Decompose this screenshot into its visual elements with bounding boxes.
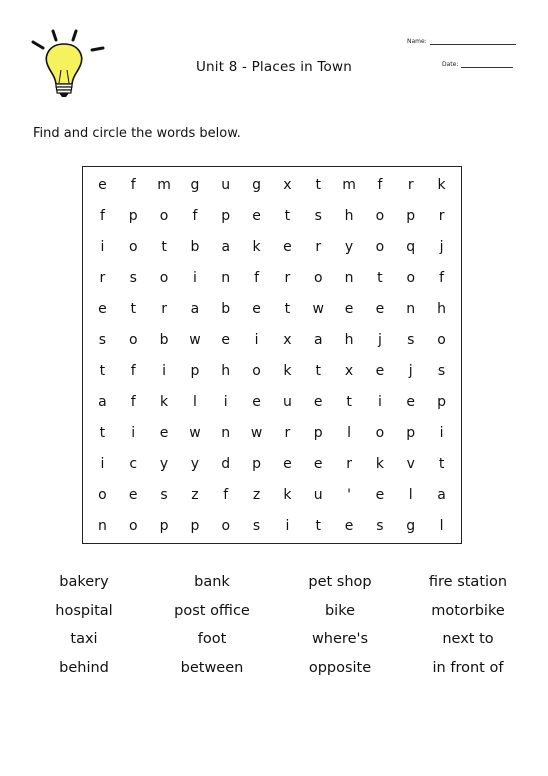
grid-cell: s (252, 517, 261, 534)
grid-cell: i (285, 517, 290, 534)
grid-cell: h (437, 300, 447, 317)
word-list (20, 569, 532, 683)
grid-cell: r (99, 269, 106, 286)
grid-cell: p (313, 424, 323, 441)
grid-cell: r (315, 238, 322, 255)
grid-cell: m (342, 176, 356, 193)
grid-cell: y (344, 238, 354, 255)
grid-cell: i (377, 393, 382, 410)
word-list-item: where's (311, 631, 369, 647)
grid-cell: e (283, 238, 292, 255)
word-list-item: bakery (59, 574, 109, 590)
grid-cell: k (252, 238, 261, 255)
grid-cell: x (283, 331, 292, 348)
grid-cell: s (437, 362, 446, 379)
word-list-item: post office (174, 602, 250, 619)
grid-cell: w (250, 424, 263, 441)
grid-cell: k (437, 176, 446, 193)
word-list-item: taxi (70, 631, 98, 647)
date-line (461, 61, 513, 68)
grid-cell: s (407, 331, 415, 348)
grid-cell: p (190, 517, 200, 534)
grid-cell: o (252, 362, 261, 379)
grid-cell: i (439, 424, 444, 441)
grid-cell: r (438, 207, 445, 224)
grid-cell: z (252, 486, 261, 503)
grid-cell: t (315, 517, 321, 534)
grid-cell: i (192, 269, 197, 286)
grid-cell: l (192, 393, 197, 410)
grid-cell: i (100, 455, 105, 472)
grid-cell: x (283, 176, 292, 193)
grid-cell: g (406, 517, 416, 534)
grid-cell: o (159, 269, 169, 286)
word-list-item: between (180, 659, 244, 676)
grid-cell: k (283, 486, 292, 503)
grid-cell: i (162, 362, 167, 379)
grid-cell: l (347, 424, 352, 441)
word-list-item: bank (194, 574, 230, 590)
grid-cell: e (406, 393, 416, 410)
grid-cell: u (221, 176, 231, 193)
grid-cell: t (99, 424, 106, 441)
grid-cell: s (314, 207, 322, 224)
grid-cell: t (438, 455, 445, 472)
grid-cell: e (375, 486, 385, 503)
word-list-item: behind (59, 659, 109, 676)
grid-cell: b (221, 300, 231, 317)
grid-cell: f (192, 207, 198, 224)
name-line (430, 38, 516, 45)
grid-cell: p (406, 207, 416, 224)
grid-cell: d (221, 455, 231, 472)
grid-cell: t (315, 176, 321, 193)
word-list-item: foot (197, 631, 227, 647)
grid-cell: h (221, 362, 231, 379)
grid-cell: t (346, 393, 352, 410)
grid-cell: j (377, 331, 382, 348)
grid-cell: f (130, 393, 136, 410)
grid-cell: f (99, 207, 105, 224)
grid-cell: w (312, 300, 324, 317)
grid-cell: l (408, 486, 413, 503)
grid-cell: h (344, 331, 354, 348)
grid-cell: n (344, 269, 354, 286)
grid-cell: f (130, 362, 136, 379)
grid-cell: e (252, 393, 261, 410)
grid-cell: p (406, 424, 416, 441)
grid-cell: o (375, 424, 385, 441)
grid-cell: t (130, 300, 136, 317)
grid-cell: m (157, 176, 171, 193)
grid-cell: e (98, 176, 107, 193)
grid-cell: t (284, 207, 291, 224)
grid-cell: f (377, 176, 383, 193)
grid-cell: e (98, 300, 107, 317)
grid-cell: w (189, 331, 201, 348)
grid-cell: s (376, 517, 384, 534)
grid-cell: r (161, 300, 167, 317)
grid-cell: t (161, 238, 167, 255)
grid-cell: p (437, 393, 447, 410)
grid-cell: a (313, 331, 323, 348)
grid-cell: o (128, 517, 138, 534)
grid-cell: n (221, 269, 231, 286)
grid-cell: e (344, 517, 354, 534)
grid-cell: o (128, 238, 138, 255)
grid-cell: f (254, 269, 260, 286)
grid-cell: v (406, 455, 415, 472)
grid-cell: t (99, 362, 106, 379)
grid-cell: c (129, 455, 138, 472)
grid-cell: k (375, 455, 384, 472)
grid-cell: u (282, 393, 292, 410)
grid-cell: z (191, 486, 199, 503)
grid-cell: t (284, 300, 291, 317)
grid-cell: l (439, 517, 444, 534)
grid-cell: p (159, 517, 169, 534)
grid-cell: e (313, 393, 323, 410)
grid-cell: e (221, 331, 231, 348)
grid-cell: k (160, 393, 169, 410)
word-list-item: pet shop (308, 574, 372, 590)
grid-cell: i (131, 424, 136, 441)
date-label: Date: (442, 61, 459, 68)
grid-cell: r (284, 269, 291, 286)
grid-cell: s (129, 269, 137, 286)
grid-cell: r (407, 176, 414, 193)
grid-cell: t (377, 269, 383, 286)
instructions: Find and circle the words below. (33, 126, 241, 141)
word-list-item: next to (442, 631, 494, 647)
grid-cell: n (221, 424, 231, 441)
grid-cell: i (254, 331, 259, 348)
grid-cell: o (313, 269, 323, 286)
grid-cell: h (344, 207, 354, 224)
grid-cell: t (315, 362, 321, 379)
word-list-item: motorbike (431, 602, 505, 619)
grid-cell: w (189, 424, 201, 441)
grid-cell: o (128, 331, 138, 348)
grid-cell: e (375, 362, 385, 379)
grid-cell: a (98, 393, 107, 410)
grid-cell: e (283, 455, 292, 472)
grid-cell: b (159, 331, 169, 348)
word-list-item: in front of (432, 659, 504, 676)
name-label: Name: (407, 38, 427, 45)
grid-cell: r (346, 455, 352, 472)
grid-cell: a (190, 300, 200, 317)
grid-cell: ' (347, 486, 351, 503)
grid-cell: e (252, 207, 261, 224)
grid-cell: p (190, 362, 200, 379)
grid-cell: e (159, 424, 169, 441)
grid-cell: g (190, 176, 200, 193)
grid-cell: o (406, 269, 416, 286)
word-search-grid (82, 166, 462, 544)
word-list-item: opposite (308, 659, 372, 676)
grid-cell: y (190, 455, 200, 472)
grid-cell: i (223, 393, 228, 410)
grid-cell: q (406, 238, 416, 255)
grid-cell: a (221, 238, 231, 255)
grid-cell: p (128, 207, 138, 224)
grid-cell: s (160, 486, 168, 503)
grid-cell: x (344, 362, 354, 379)
page-title: Unit 8 - Places in Town (195, 59, 353, 75)
grid-cell: u (313, 486, 323, 503)
grid-cell: f (439, 269, 445, 286)
grid-cell: e (344, 300, 354, 317)
grid-cell: a (437, 486, 446, 503)
grid-cell: g (252, 176, 262, 193)
grid-cell: n (97, 517, 107, 534)
date-field (442, 61, 513, 68)
grid-cell: k (283, 362, 292, 379)
grid-cell: e (252, 300, 261, 317)
grid-cell: n (406, 300, 416, 317)
grid-cell: f (130, 176, 136, 193)
word-list-item: fire station (428, 574, 508, 590)
grid-cell: e (128, 486, 138, 503)
grid-cell: o (221, 517, 231, 534)
grid-cell: s (98, 331, 107, 348)
word-list-item: hospital (55, 602, 113, 619)
grid-cell: p (252, 455, 262, 472)
grid-cell: o (98, 486, 107, 503)
grid-cell: b (190, 238, 200, 255)
grid-cell: f (223, 486, 229, 503)
grid-cell: j (439, 238, 444, 255)
grid-cell: p (221, 207, 231, 224)
grid-cell: r (284, 424, 291, 441)
grid-cell: y (159, 455, 169, 472)
grid-cell: o (375, 207, 385, 224)
grid-cell: e (375, 300, 385, 317)
grid-cell: o (375, 238, 385, 255)
grid-cell: i (100, 238, 105, 255)
word-list-item: bike (324, 602, 356, 619)
grid-cell: o (159, 207, 169, 224)
name-field (407, 38, 516, 45)
grid-cell: e (313, 455, 323, 472)
grid-cell: j (408, 362, 413, 379)
grid-cell: o (437, 331, 446, 348)
